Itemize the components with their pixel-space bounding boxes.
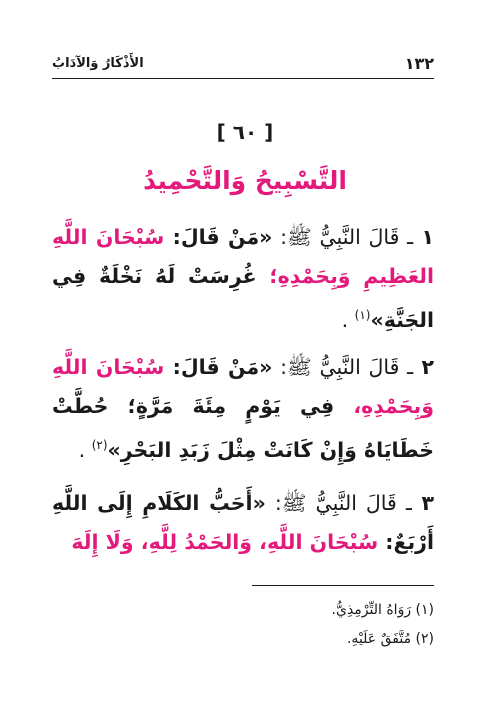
quote-open: «مَنْ قَالَ: bbox=[164, 225, 273, 249]
footnote-2: (٢) مُتَّفَقٌ عَلَيْهِ. bbox=[346, 631, 434, 647]
quote-open: «أَحَبُّ الكَلَامِ إِلَى اللَّهِ أَرْبَعٌ: bbox=[52, 491, 434, 554]
header-divider bbox=[52, 78, 434, 79]
footnote-divider bbox=[252, 585, 434, 586]
hadith-number: ٢ bbox=[421, 355, 434, 379]
hadith-intro: ـ قَالَ النَّبِيُّ ﷺ: bbox=[265, 491, 412, 515]
quote-open: «مَنْ قَالَ: bbox=[164, 355, 273, 379]
page-header bbox=[52, 52, 434, 74]
hadith-1 bbox=[52, 218, 434, 340]
dhikr-text: سُبْحَانَ اللَّهِ، وَالحَمْدُ لِلَّهِ، وَلَا إِلَهَ bbox=[71, 530, 379, 554]
running-title: الأَذْكَارُ وَالآدَابُ bbox=[52, 55, 144, 71]
hadith-2 bbox=[52, 348, 434, 470]
dhikr-text: سُبْحَانَ اللَّهِ العَظِيمِ وَبِحَمْدِهِ؛ bbox=[52, 225, 435, 288]
footnote-ref: (١) bbox=[354, 308, 371, 322]
footnotes bbox=[52, 596, 434, 654]
hadith-3 bbox=[52, 484, 434, 562]
footnote-1: (١) رَوَاهُ التِّرْمِذِيُّ. bbox=[331, 602, 434, 618]
hadith-number: ٣ bbox=[421, 491, 434, 515]
footnote-ref: (٢) bbox=[91, 438, 108, 452]
hadith-continuation: غُرِسَتْ لَهُ نَخْلَةٌ فِي الجَنَّةِ» bbox=[52, 264, 434, 332]
chapter-title: التَّسْبِيحُ وَالتَّحْمِيدُ bbox=[143, 166, 347, 195]
dhikr-text: سُبْحَانَ اللَّهِ وَبِحَمْدِهِ، bbox=[52, 355, 435, 418]
hadith-intro: ـ قَالَ النَّبِيُّ ﷺ: bbox=[272, 225, 414, 249]
page-number: ١٣٢ bbox=[404, 53, 434, 73]
hadith-continuation: فِي يَوْمٍ مِئَةَ مَرَّةٍ؛ حُطَّتْ خَطَايَاهُ وَإِنْ كَانَتْ مِثْلَ زَبَدِ البَحْرِ» bbox=[52, 394, 434, 462]
hadith-intro: ـ قَالَ النَّبِيُّ ﷺ: bbox=[272, 355, 414, 379]
chapter-number: [ ٦٠ ] bbox=[216, 120, 274, 144]
hadith-end: . bbox=[341, 307, 355, 332]
hadith-number: ١ bbox=[421, 225, 434, 249]
hadith-end: . bbox=[78, 437, 92, 462]
